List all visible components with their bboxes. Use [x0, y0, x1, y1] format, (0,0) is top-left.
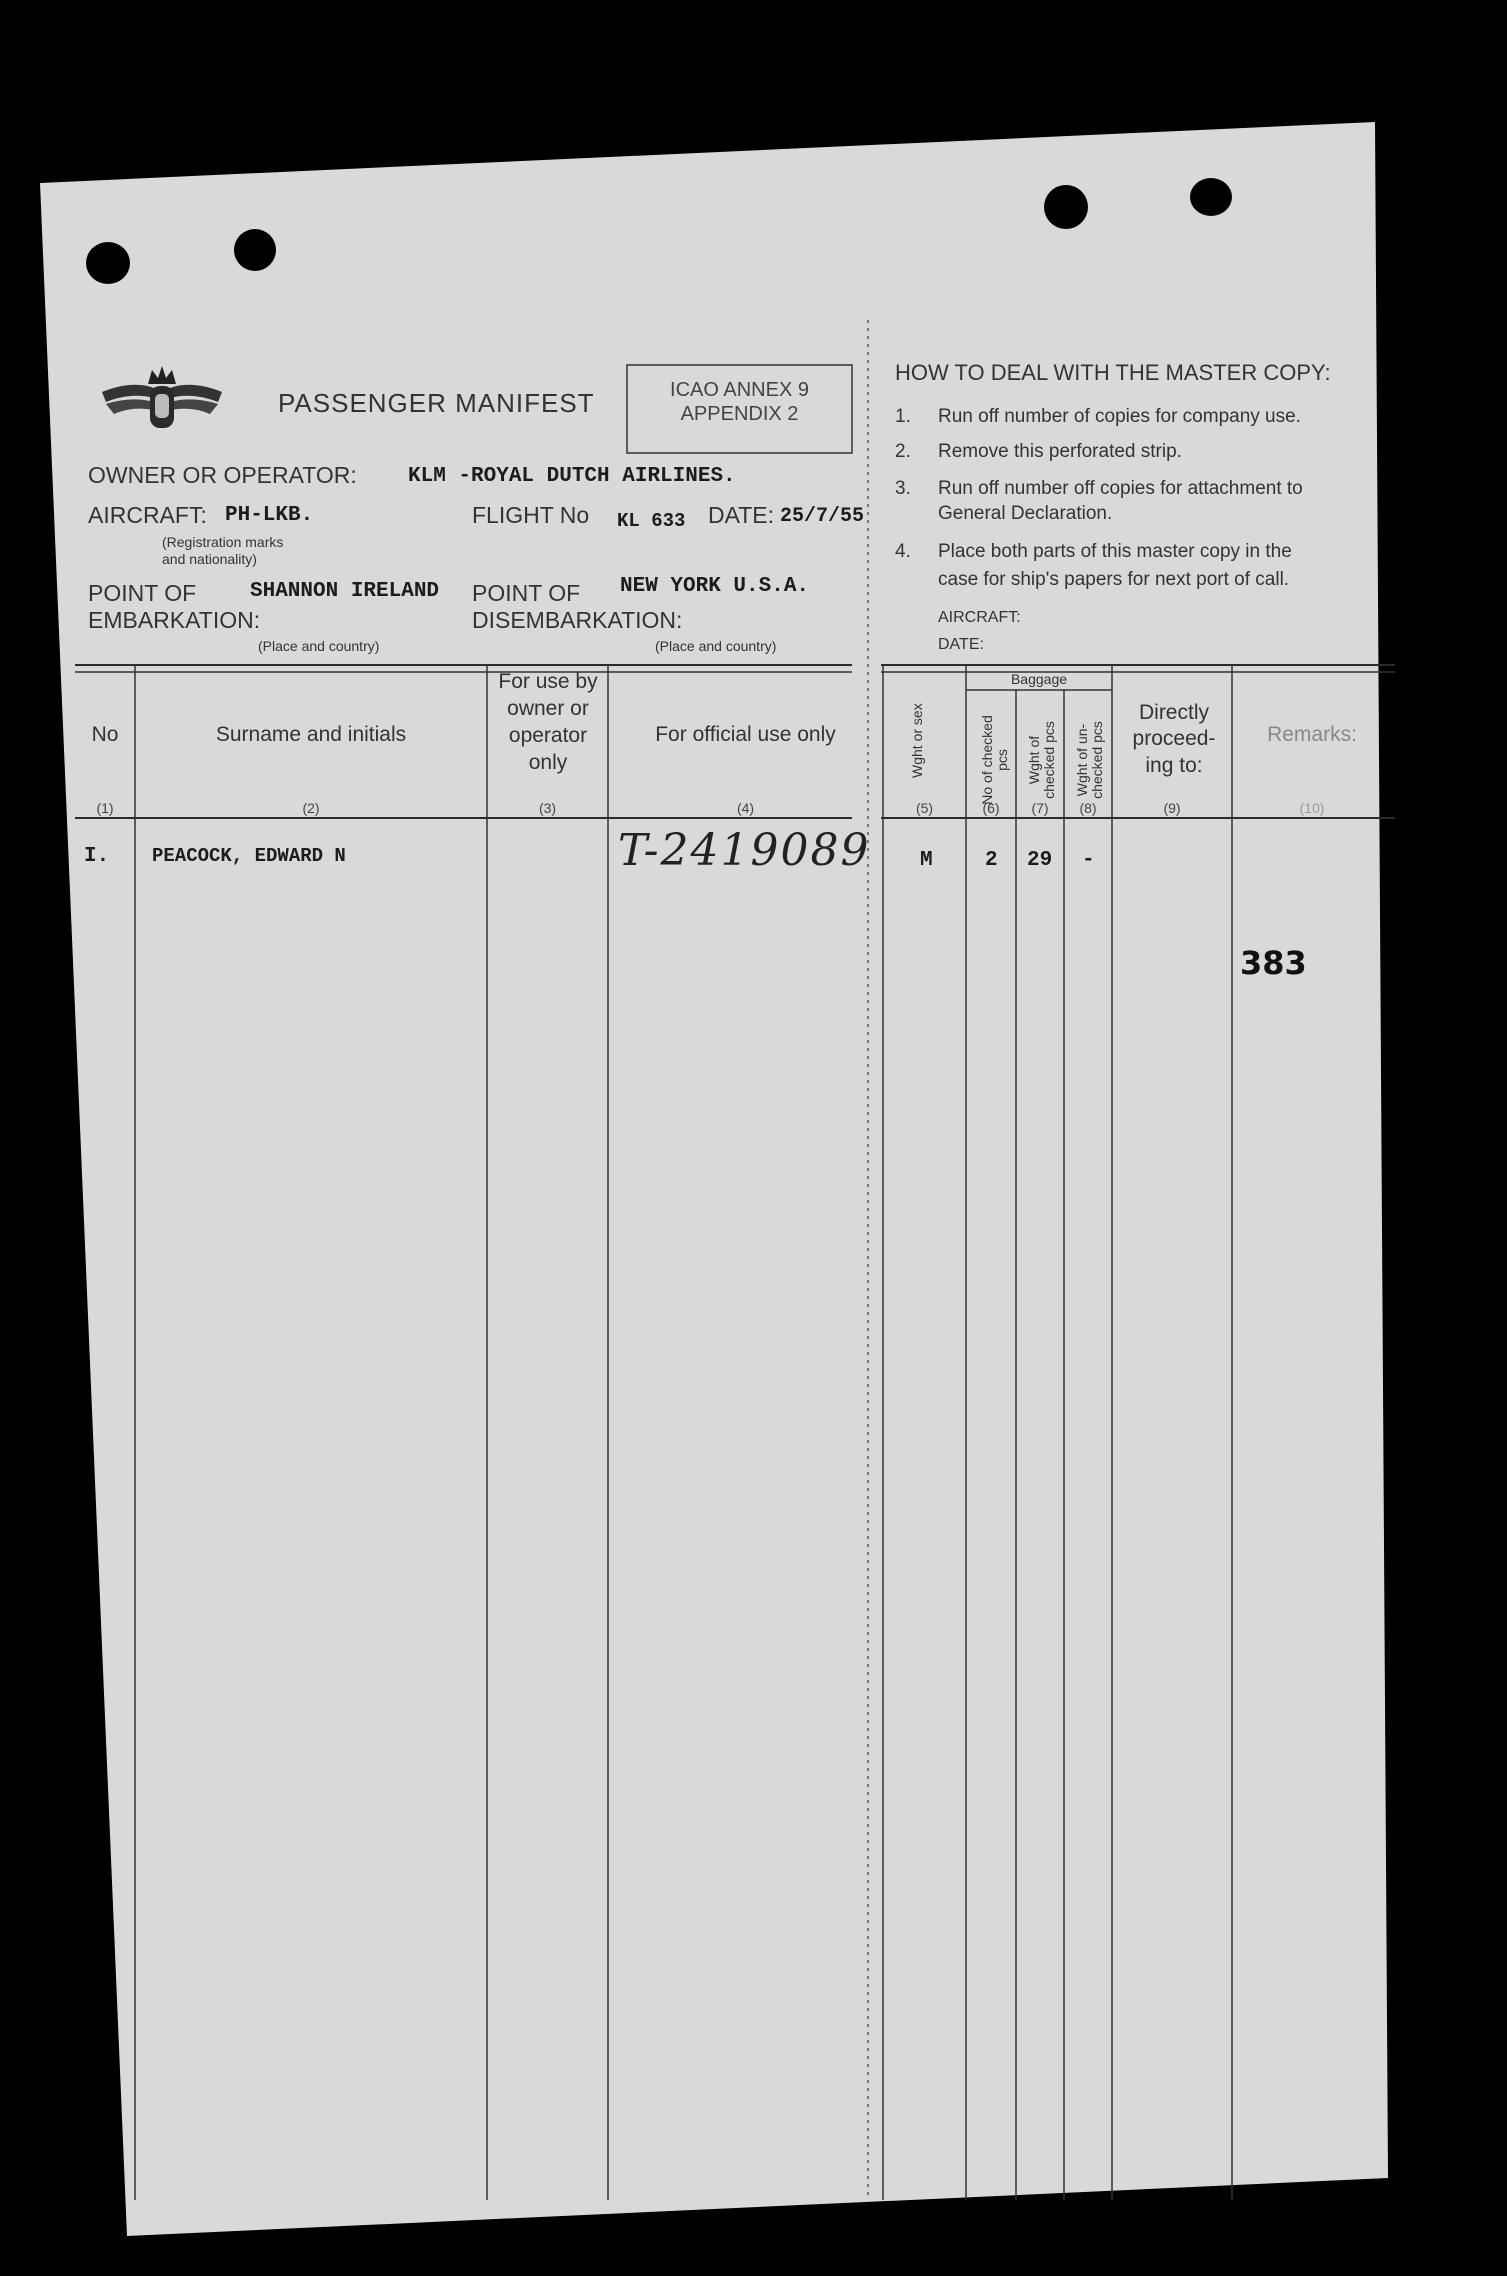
col-header-unchecked-wght: Wght of un-checked pcs	[1074, 721, 1106, 799]
icao-line-2: APPENDIX 2	[680, 403, 799, 425]
official-number: T-2419089	[618, 825, 871, 876]
instruction-num-3: 3.	[895, 478, 911, 499]
col-number: (7)	[1031, 800, 1049, 816]
col-header-official: For official use only	[655, 723, 836, 746]
punch-hole	[86, 242, 130, 284]
owner-label: OWNER OR OPERATOR:	[88, 462, 357, 488]
embark-label-2: EMBARKATION:	[88, 607, 261, 633]
row-number: I.	[84, 845, 110, 868]
col-number: (2)	[302, 800, 320, 816]
col-header-surname: Surname and initials	[215, 723, 407, 746]
instruction-num-1: 1.	[895, 406, 911, 427]
aircraft-note-1: (Registration marks	[162, 534, 284, 550]
punch-hole	[1190, 178, 1232, 216]
unchecked-weight: -	[1082, 849, 1095, 872]
col-number: (5)	[915, 800, 934, 816]
instruction-num-2: 2.	[895, 441, 911, 462]
flight-label: FLIGHT No	[472, 502, 590, 528]
aircraft-value: PH-LKB.	[225, 504, 314, 527]
disembark-label-1: POINT OF	[472, 580, 581, 606]
date-label: DATE:	[708, 502, 775, 528]
embark-place-note: (Place and country)	[258, 638, 380, 654]
passenger-name: PEACOCK, EDWARD N	[152, 845, 346, 867]
instruction-text-2: Remove this perforated strip.	[938, 441, 1182, 462]
col-number: (4)	[736, 800, 755, 816]
disembark-place-note: (Place and country)	[655, 638, 777, 654]
instruction-aircraft-label: AIRCRAFT:	[938, 609, 1021, 626]
col-number: (8)	[1079, 800, 1097, 816]
flight-value: KL 633	[617, 510, 686, 532]
instruction-text-3b: General Declaration.	[938, 503, 1113, 524]
date-value: 25/7/55	[780, 505, 865, 528]
embark-value: SHANNON IRELAND	[250, 580, 440, 603]
embark-label-1: POINT OF	[88, 580, 197, 606]
passenger-sex: M	[920, 849, 933, 872]
instruction-date-label: DATE:	[938, 636, 984, 653]
stamp-number: 383	[1240, 944, 1307, 982]
icao-annex-label	[627, 378, 852, 426]
col-number: (1)	[96, 800, 114, 816]
klm-logo-icon	[92, 362, 232, 442]
col-header-checked-pcs: No of checked pcs	[979, 715, 1011, 805]
col-header-no: No	[91, 723, 119, 746]
checked-pieces: 2	[985, 849, 998, 872]
instruction-text-4a: Place both parts of this master copy in the	[938, 541, 1292, 562]
disembark-label-2: DISEMBARKATION:	[472, 607, 683, 633]
instruction-text-1: Run off number of copies for company use.	[938, 406, 1301, 427]
punch-hole	[1044, 185, 1088, 229]
col-number: (10)	[1299, 800, 1325, 816]
col-number: (3)	[538, 800, 557, 816]
col-header-remarks: Remarks:	[1267, 723, 1357, 746]
col-header-baggage: Baggage	[1010, 671, 1068, 687]
instructions-title: HOW TO DEAL WITH THE MASTER COPY:	[895, 360, 1331, 385]
instruction-text-4b: case for ship's papers for next port of call.	[938, 569, 1290, 590]
owner-value: KLM -ROYAL DUTCH AIRLINES.	[408, 465, 736, 488]
aircraft-note-2: and nationality)	[162, 551, 257, 567]
col-number: (6)	[982, 800, 1000, 816]
aircraft-label: AIRCRAFT:	[88, 502, 207, 528]
col-header-sex: Wght or sex	[909, 703, 925, 778]
icao-line-1: ICAO ANNEX 9	[670, 379, 809, 401]
col-header-checked-wght: Wght of checked pcs	[1026, 721, 1058, 799]
col-number: (9)	[1163, 800, 1181, 816]
instruction-text-3a: Run off number off copies for attachment to	[938, 478, 1303, 499]
disembark-value: NEW YORK U.S.A.	[620, 575, 810, 598]
instruction-num-4: 4.	[895, 541, 911, 562]
checked-weight: 29	[1027, 849, 1053, 872]
col-header-proceeding: Directly proceed- ing to:	[1132, 701, 1216, 777]
page-title: PASSENGER MANIFEST	[278, 388, 595, 418]
col-header-owner-use: For use by owner or operator only	[498, 670, 598, 774]
punch-hole	[234, 229, 276, 271]
